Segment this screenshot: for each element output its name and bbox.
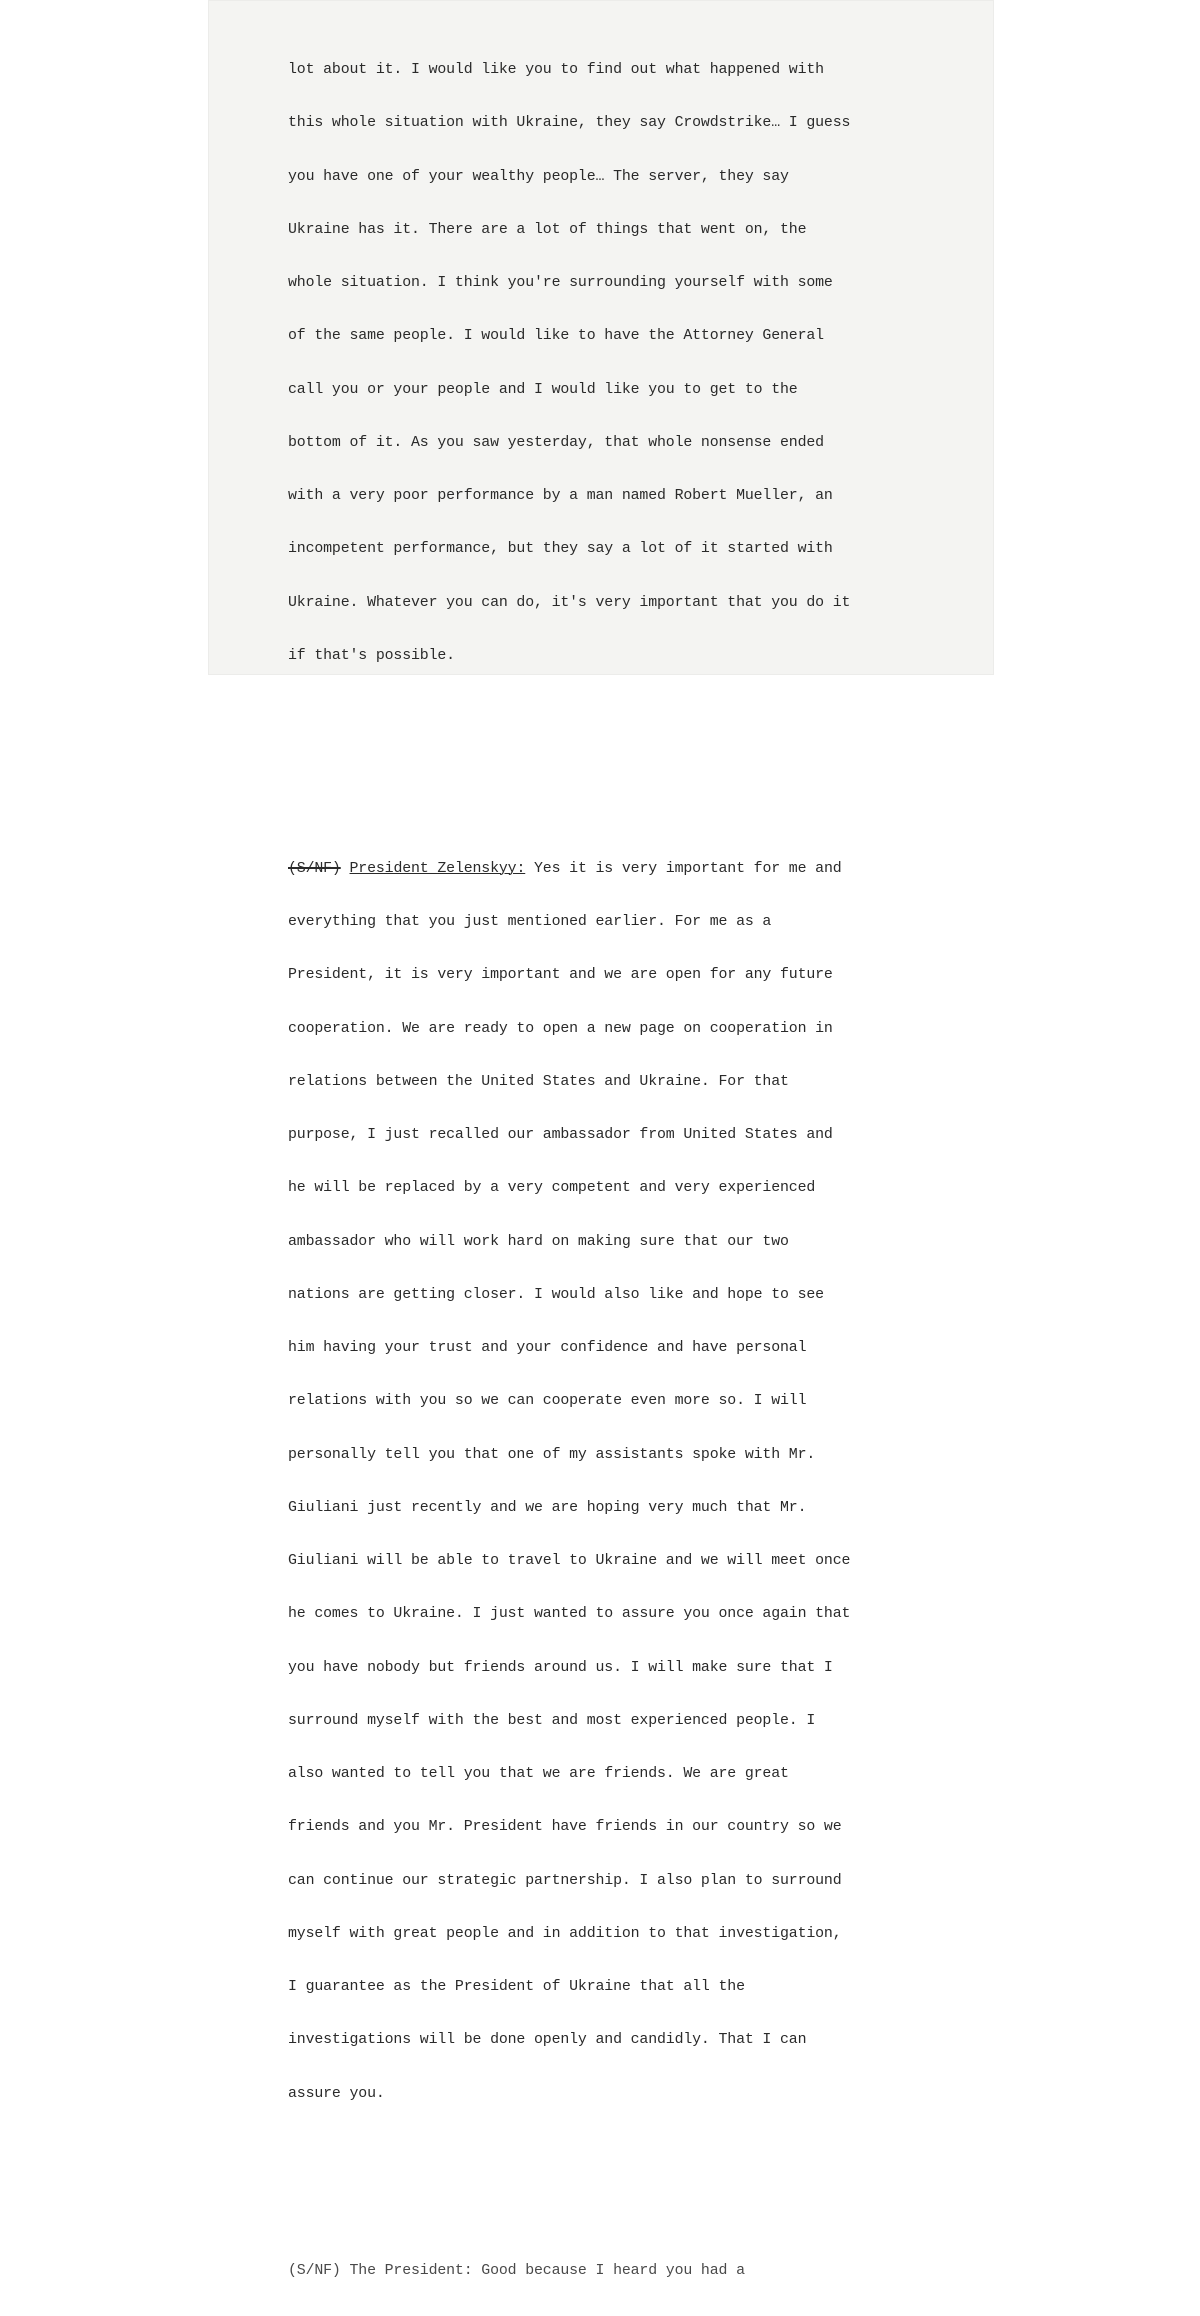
text-line: he will be replaced by a very competent and very experienced <box>288 1180 816 1197</box>
text-line: of the same people. I would like to have the Attorney General <box>288 328 824 345</box>
text-line: relations between the United States and Ukraine. For that <box>288 1073 789 1090</box>
text-line: Giuliani just recently and we are hoping very much that Mr. <box>288 1499 807 1516</box>
transcript-text <box>288 0 968 2316</box>
text-line: ambassador who will work hard on making sure that our two <box>288 1233 789 1250</box>
text-line: nations are getting closer. I would also like and hope to see <box>288 1286 824 1303</box>
classification-marking: (S/NF) <box>288 860 341 877</box>
text-line: myself with great people and in addition to that investigation, <box>288 1925 842 1942</box>
document-page <box>208 0 994 2279</box>
text-line: cooperation. We are ready to open a new page on cooperation in <box>288 1020 833 1037</box>
text-line: everything that you just mentioned earlier. For me as a <box>288 914 772 930</box>
text-line: also wanted to tell you that we are friends. We are great <box>288 1766 789 1782</box>
text-line: personally tell you that one of my assistants spoke with Mr. <box>288 1446 816 1463</box>
text-line: you have one of your wealthy people… The server, they say <box>288 168 789 185</box>
text-line: Ukraine has it. There are a lot of things that went on, the <box>288 221 807 238</box>
text-line: assure you. <box>288 2085 385 2102</box>
text-line: purpose, I just recalled our ambassador from United States and <box>288 1127 833 1143</box>
paragraph-spacer <box>288 754 968 772</box>
text-line: surround myself with the best and most experienced people. I <box>288 1712 816 1729</box>
text-line: relations with you so we can cooperate even more so. I will <box>288 1393 807 1410</box>
text-line: lot about it. I would like you to find out what happened with <box>288 62 824 78</box>
text-line: Ukraine. Whatever you can do, it's very important that you do it <box>288 594 851 611</box>
text-line: whole situation. I think you're surrounding yourself with some <box>288 275 833 291</box>
speaker-label: President Zelenskyy: <box>349 860 526 877</box>
partial-text-line: (S/NF) The President: Good because I heard you had a <box>288 2263 745 2279</box>
text-line: with a very poor performance by a man named Robert Mueller, an <box>288 488 833 504</box>
text-line: you have nobody but friends around us. I will make sure that I <box>288 1659 833 1676</box>
text-line: friends and you Mr. President have friends in our country so we <box>288 1819 842 1836</box>
text-line: he comes to Ukraine. I just wanted to assure you once again that <box>288 1606 851 1623</box>
text-line: Yes it is very important for me and <box>525 860 842 877</box>
paragraph-spacer <box>288 2192 968 2210</box>
paragraph-zelenskyy <box>288 825 968 2139</box>
text-line: can continue our strategic partnership. I also plan to surround <box>288 1872 842 1889</box>
text-line: call you or your people and I would like you to get to the <box>288 381 798 398</box>
text-line: if that's possible. <box>288 647 455 664</box>
text-line: I guarantee as the President of Ukraine that all the <box>288 1979 745 1995</box>
text-line: investigations will be done openly and candidly. That I can <box>288 2032 807 2049</box>
text-line: incompetent performance, but they say a lot of it started with <box>288 541 833 558</box>
text-line: Giuliani will be able to travel to Ukraine and we will meet once <box>288 1553 851 1569</box>
speaker-line <box>288 861 968 879</box>
text-line: him having your trust and your confidence and have personal <box>288 1340 807 1356</box>
text-line: bottom of it. As you saw yesterday, that whole nonsense ended <box>288 434 824 451</box>
text-line: this whole situation with Ukraine, they say Crowdstrike… I guess <box>288 115 851 132</box>
text-line: President, it is very important and we are open for any future <box>288 967 833 984</box>
paragraph-trump <box>288 27 968 702</box>
